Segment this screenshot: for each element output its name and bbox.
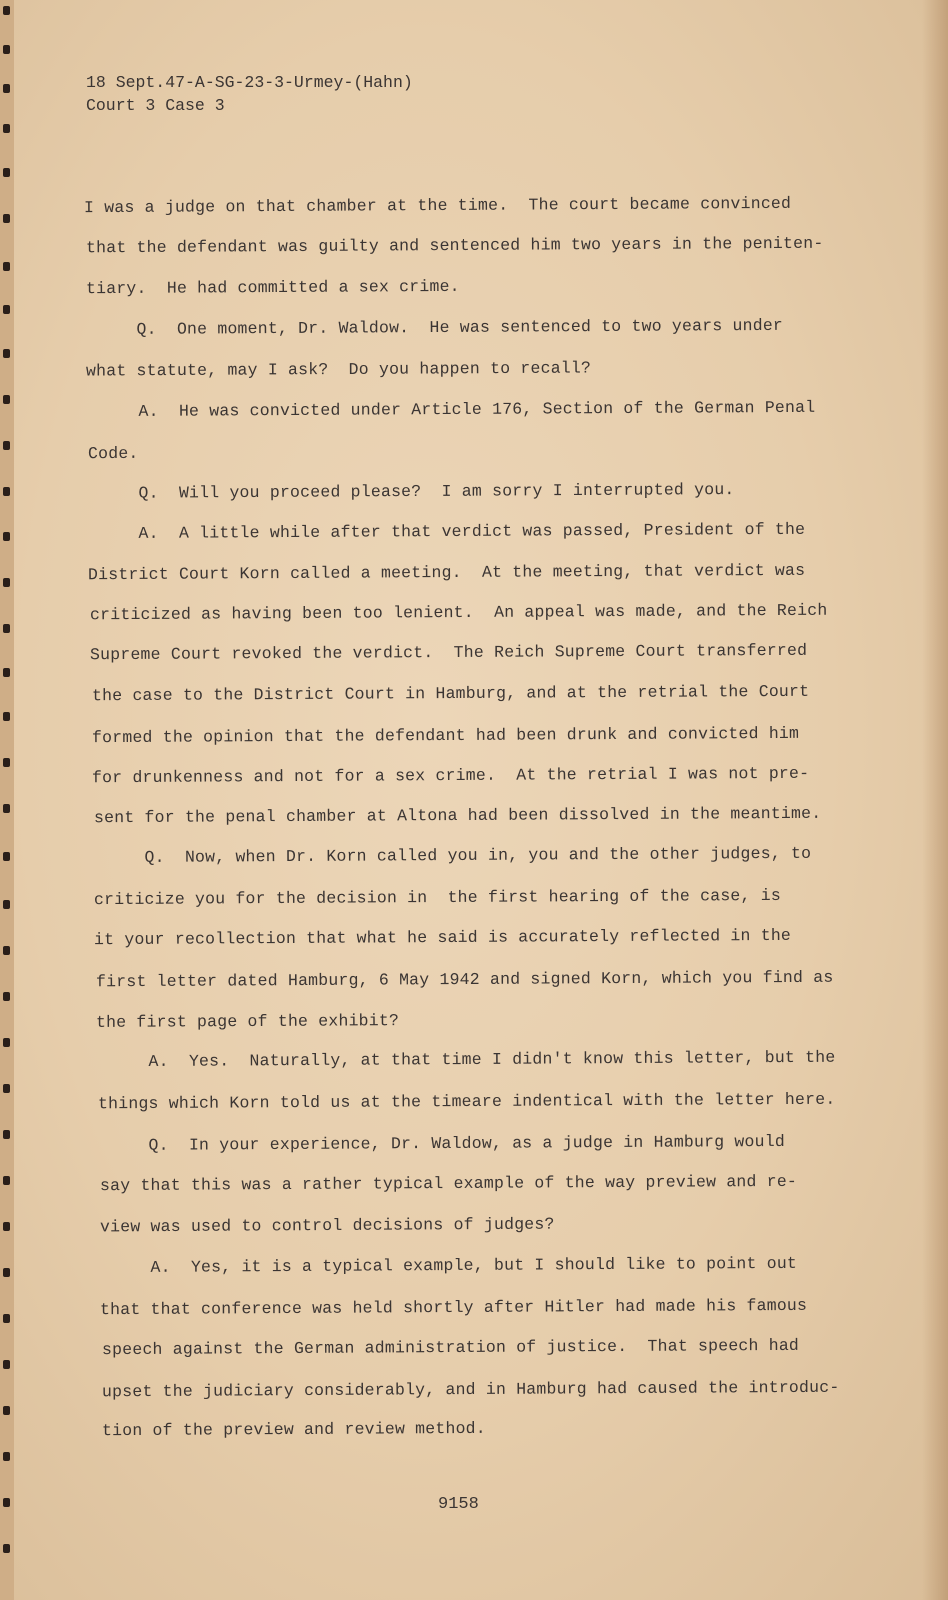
transcript-line: what statute, may I ask? Do you happen to recall? [85, 358, 592, 381]
page-number: 9158 [438, 1495, 479, 1514]
punch-hole [3, 578, 10, 587]
transcript-line: criticized as having been too lenient. An appeal was made, and the Reich [89, 600, 828, 625]
transcript-line: I was a judge on that chamber at the time. The court became convinced [83, 193, 792, 218]
punch-hole [3, 1084, 10, 1093]
punch-hole [3, 946, 10, 955]
punch-hole [3, 1406, 10, 1415]
punch-hole [3, 1544, 10, 1553]
punch-hole [3, 395, 10, 404]
punch-hole [3, 84, 10, 93]
page-edge-shadow [922, 0, 948, 1600]
punch-hole [3, 758, 10, 767]
punch-hole [3, 262, 10, 271]
punch-hole [3, 1038, 10, 1047]
transcript-line: speech against the German administration of justice. That speech had [101, 1335, 800, 1360]
punch-hole [3, 712, 10, 721]
punch-hole [3, 1452, 10, 1461]
transcript-line: say that this was a rather typical example of the way preview and re- [99, 1171, 798, 1196]
punch-hole [3, 900, 10, 909]
punch-hole [3, 168, 10, 177]
punch-hole [3, 1130, 10, 1139]
punch-hole [3, 1176, 10, 1185]
transcript-line: the first page of the exhibit? [95, 1011, 400, 1032]
transcript-line: the case to the District Court in Hamburg, and at the retrial the Court [91, 681, 810, 706]
transcript-line: A. He was convicted under Article 176, Section of the German Penal [87, 397, 816, 422]
transcript-line: tiary. He had committed a sex crime. [85, 276, 460, 299]
punch-hole [3, 624, 10, 633]
transcript-line: formed the opinion that the defendant had been drunk and convicted him [91, 723, 800, 748]
punch-hole [3, 1360, 10, 1369]
transcript-line: view was used to control decisions of judges? [99, 1214, 555, 1237]
transcript-line: Q. One moment, Dr. Waldow. He was sentenced to two years under [85, 315, 784, 340]
binding-edge [0, 0, 14, 1600]
transcript-line: for drunkenness and not for a sex crime. At the retrial I was not pre- [91, 763, 810, 788]
punch-hole [3, 804, 10, 813]
transcript-line: first letter dated Hamburg, 6 May 1942 and signed Korn, which you find as [95, 967, 834, 992]
transcript-line: District Court Korn called a meeting. At the meeting, that verdict was [87, 560, 806, 585]
punch-hole [3, 1498, 10, 1507]
transcript-line: it your recollection that what he said is accurately reflected in the [93, 925, 792, 950]
transcript-line: Q. Now, when Dr. Korn called you in, you and the other judges, to [93, 843, 812, 868]
court-case-label: Court 3 Case 3 [86, 96, 225, 115]
punch-hole [3, 668, 10, 677]
punch-hole [3, 124, 10, 133]
punch-hole [3, 1314, 10, 1323]
transcript-line: A. Yes, it is a typical example, but I should like to point out [99, 1253, 798, 1278]
punch-hole [3, 214, 10, 223]
punch-hole [3, 45, 10, 54]
punch-hole [3, 1222, 10, 1231]
document-reference: 18 Sept.47-A-SG-23-3-Urmey-(Hahn) [86, 73, 413, 92]
transcript-line: that the defendant was guilty and sentenced him two years in the peniten- [85, 233, 824, 258]
punch-hole [3, 532, 10, 541]
transcript-line: Supreme Court revoked the verdict. The Reich Supreme Court transferred [89, 640, 808, 665]
punch-hole [3, 487, 10, 496]
punch-hole [3, 6, 10, 15]
transcript-line: Q. In your experience, Dr. Waldow, as a judge in Hamburg would [97, 1131, 785, 1156]
transcript-line: Code. [87, 443, 139, 464]
transcript-line: A. Yes. Naturally, at that time I didn't know this letter, but the [97, 1047, 836, 1072]
punch-hole [3, 305, 10, 314]
transcript-line: that that conference was held shortly after Hitler had made his famous [99, 1295, 808, 1320]
transcript-line: upset the judiciary considerably, and in Hamburg had caused the introduc- [101, 1377, 840, 1402]
punch-hole [3, 1268, 10, 1277]
punch-hole [3, 852, 10, 861]
punch-hole [3, 349, 10, 358]
transcript-line: sent for the penal chamber at Altona had been dissolved in the meantime. [93, 803, 822, 828]
transcript-line: A. A little while after that verdict was passed, President of the [87, 519, 806, 544]
transcript-line: things which Korn told us at the timeare indentical with the letter here. [97, 1089, 836, 1114]
punch-hole [3, 441, 10, 450]
transcript-line: Q. Will you proceed please? I am sorry I interrupted you. [87, 480, 735, 503]
transcript-line: criticize you for the decision in the first hearing of the case, is [93, 885, 781, 910]
transcript-line: tion of the preview and review method. [101, 1418, 486, 1441]
punch-hole [3, 992, 10, 1001]
